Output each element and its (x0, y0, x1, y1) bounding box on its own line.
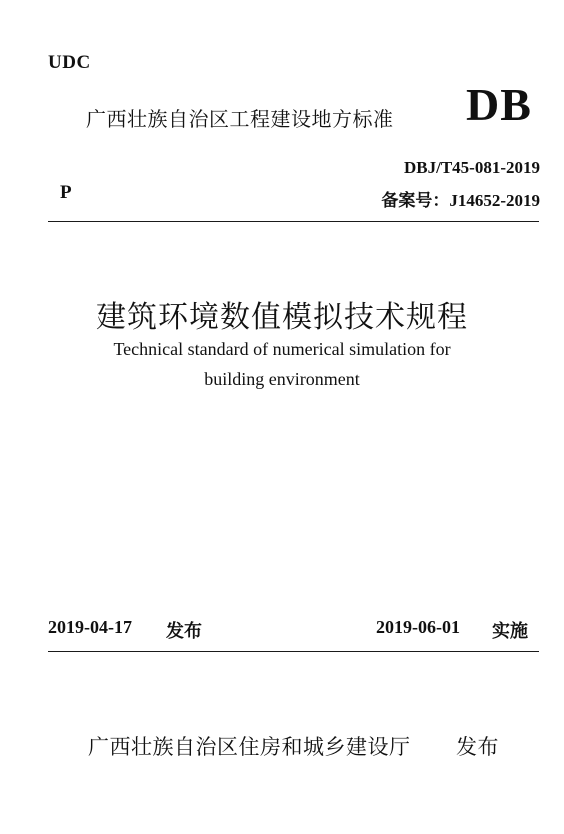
title-english-line2: building environment (204, 369, 360, 389)
title-english-line1: Technical standard of numerical simulation for (113, 339, 451, 359)
effective-date: 2019-06-01 (376, 617, 460, 637)
effective-label: 实施 (492, 621, 528, 642)
publisher: 广西壮族自治区住房和城乡建设厅 (88, 735, 411, 759)
db-mark: DB (466, 79, 532, 130)
classification-code: P (60, 182, 72, 203)
record-number: 备案号：J14652-2019 (381, 191, 540, 210)
publish-label: 发布 (456, 735, 499, 759)
udc-label: UDC (48, 52, 91, 73)
title-chinese: 建筑环境数值模拟技术规程 (96, 300, 468, 335)
issue-date: 2019-04-17 (48, 617, 132, 637)
bottom-divider (48, 651, 539, 652)
issue-label: 发布 (166, 621, 202, 642)
top-divider (48, 221, 539, 222)
standard-number: DBJ/T45-081-2019 (404, 158, 540, 177)
standard-type: 广西壮族自治区工程建设地方标准 (86, 107, 394, 131)
